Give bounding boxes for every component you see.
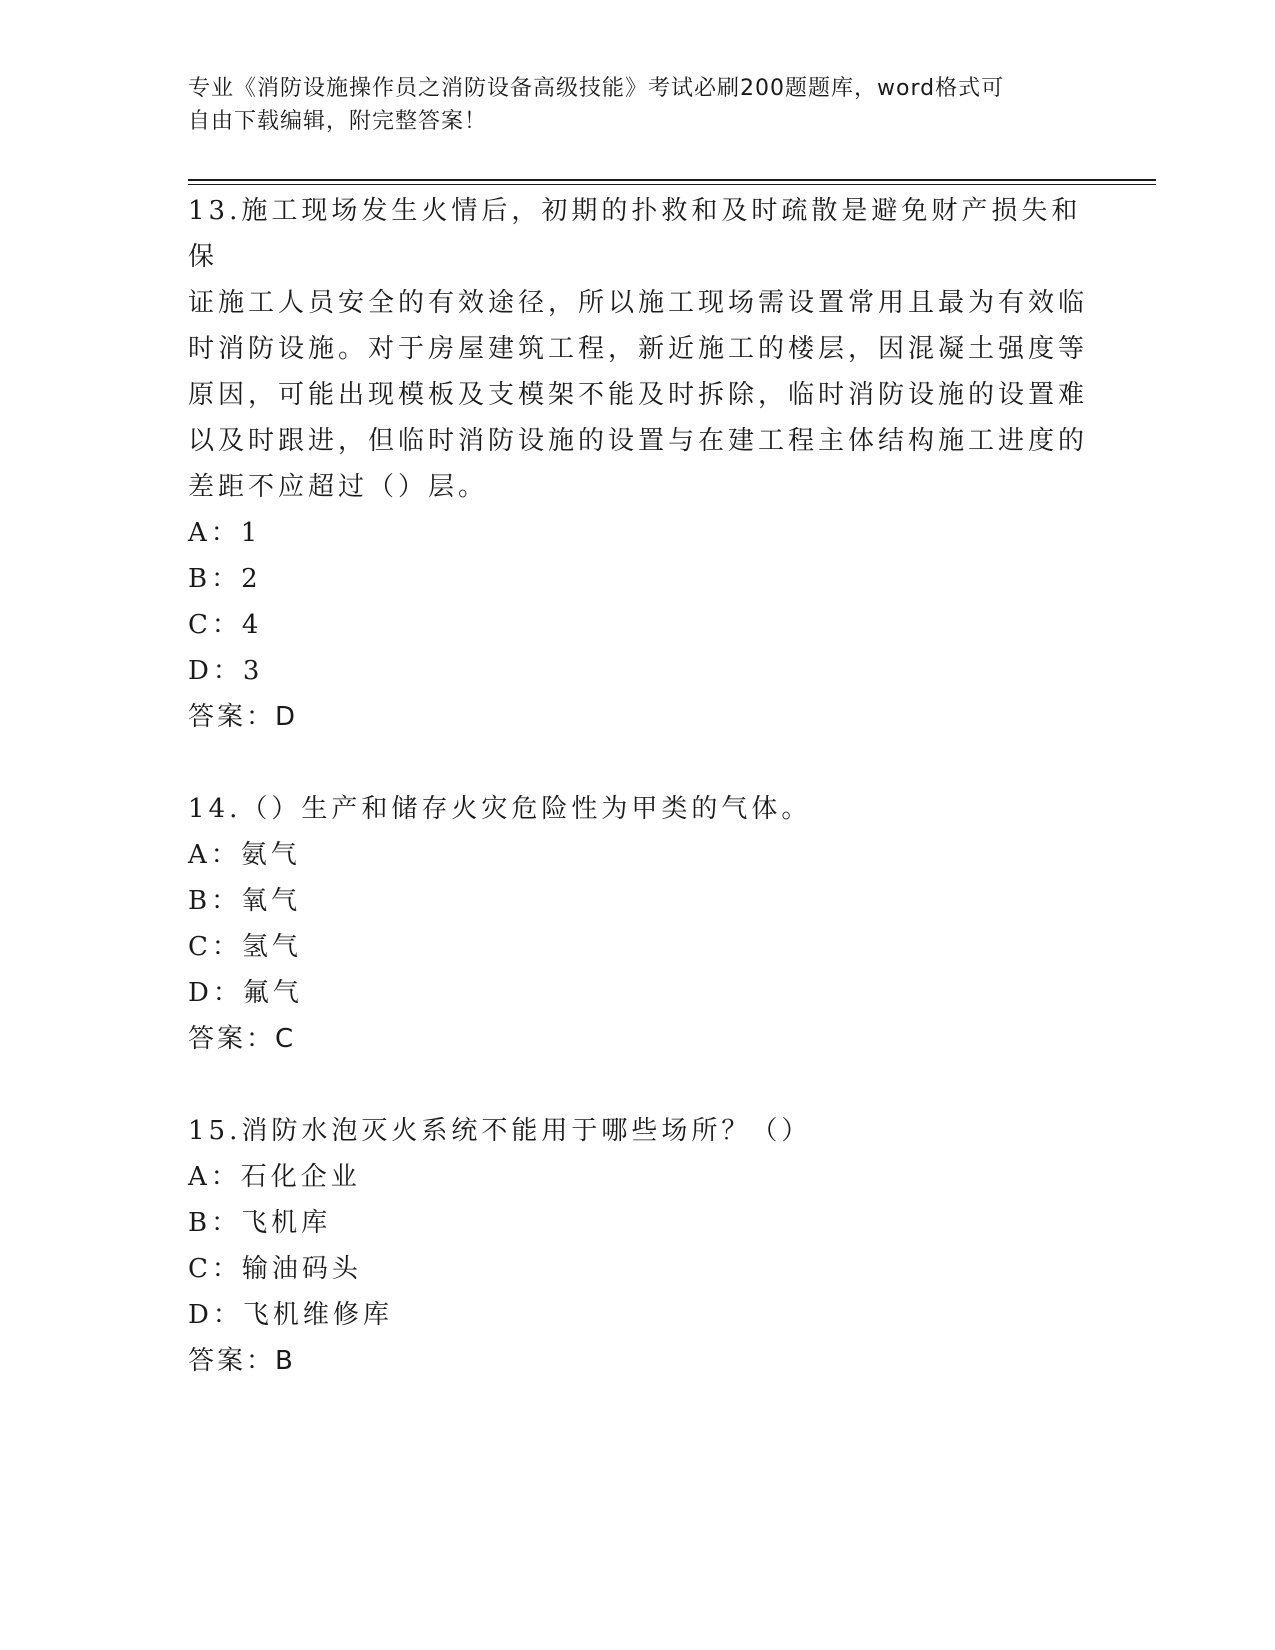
question-stem (188, 786, 1088, 832)
option-b: B：飞机库 (188, 1208, 332, 1238)
option-a: A：氨气 (188, 840, 301, 870)
header-divider-thin (188, 184, 1156, 185)
option-d: D：氟气 (188, 978, 303, 1008)
option-d: D：飞机维修库 (188, 1300, 393, 1330)
header-line-1: 专业《消防设施操作员之消防设备高级技能》考试必刷200题题库，word格式可 (188, 76, 1005, 101)
stem-line: 13.施工现场发生火情后，初期的扑救和及时疏散是避免财产损失和保 (188, 196, 1082, 272)
question-spacer (188, 1062, 1088, 1108)
answer: 答案：B (188, 1346, 296, 1376)
option-a: A：石化企业 (188, 1162, 361, 1192)
stem-line: 以及时跟进，但临时消防设施的设置与在建工程主体结构施工进度的 (188, 426, 1089, 456)
answer: 答案：C (188, 1024, 297, 1054)
option-b: B：氧气 (188, 886, 302, 916)
option-c: C：氢气 (188, 932, 302, 962)
option-d: D：3 (188, 656, 264, 686)
question-13 (188, 188, 1088, 740)
option-a: A：1 (188, 518, 262, 548)
option-c: C：输油码头 (188, 1254, 362, 1284)
stem-line: 15.消防水泡灭火系统不能用于哪些场所？（） (188, 1116, 812, 1146)
header-line-2: 自由下载编辑，附完整答案！ (188, 109, 488, 134)
stem-line: 差距不应超过（）层。 (188, 472, 489, 502)
question-stem (188, 1108, 1088, 1154)
question-list (188, 188, 1088, 1384)
stem-line: 原因，可能出现模板及支模架不能及时拆除，临时消防设施的设置难 (188, 380, 1089, 410)
question-14 (188, 786, 1088, 1062)
answer: 答案：D (188, 702, 299, 732)
stem-line: 证施工人员安全的有效途径，所以施工现场需设置常用且最为有效临 (188, 288, 1089, 318)
question-stem (188, 188, 1088, 510)
option-b: B：2 (188, 564, 262, 594)
option-c: C：4 (188, 610, 263, 640)
stem-line: 14.（）生产和储存火灾危险性为甲类的气体。 (188, 794, 812, 824)
stem-line: 时消防设施。对于房屋建筑工程，新近施工的楼层，因混凝土强度等 (188, 334, 1089, 364)
question-spacer (188, 740, 1088, 786)
document-header (188, 72, 1068, 138)
question-15 (188, 1108, 1088, 1384)
header-divider-thick (188, 179, 1156, 181)
